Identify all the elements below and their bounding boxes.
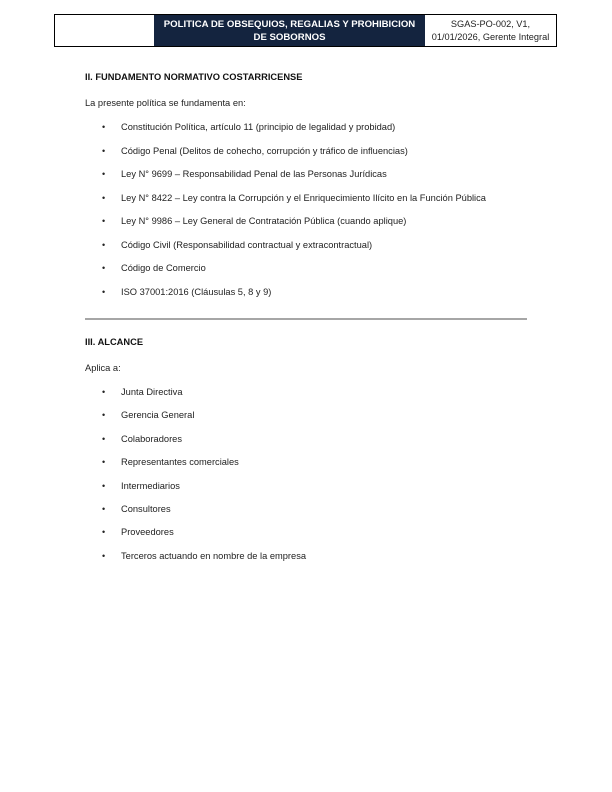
bullet-icon: • — [102, 122, 106, 132]
list-item: • Junta Directiva — [102, 387, 183, 397]
list-item: • Ley N° 9986 – Ley General de Contratación Pública (cuando aplique) — [102, 216, 407, 226]
bullet-icon: • — [102, 286, 106, 297]
list-item: • Consultores — [102, 503, 171, 514]
bullet-icon: • — [102, 192, 106, 203]
section-divider — [85, 318, 527, 320]
list-item: • Proveedores — [102, 527, 174, 538]
bullet-icon: • — [102, 145, 106, 156]
bullet-icon: • — [102, 503, 106, 514]
list-item: • Código Civil (Responsabilidad contractual y extracontractual) — [102, 239, 373, 250]
bullet-icon: • — [102, 550, 106, 561]
section-3-intro: Aplica a: — [85, 363, 121, 373]
list-item: • Código Penal (Delitos de cohecho, corrupción y tráfico de influencias) — [102, 145, 408, 156]
bullet-icon: • — [102, 239, 106, 250]
list-item: • Terceros actuando en nombre de la empresa — [102, 550, 307, 561]
list-item: • Código de Comercio — [102, 263, 206, 273]
header-logo-cell — [55, 15, 154, 46]
list-item: • Ley N° 9699 – Responsabilidad Penal de las Personas Jurídicas — [102, 169, 387, 179]
bullet-icon: • — [102, 263, 106, 273]
list-item: • Constitución Política, artículo 11 (principio de legalidad y probidad) — [102, 122, 396, 132]
section-3-list — [102, 387, 306, 574]
document-header — [54, 14, 557, 47]
bullet-icon: • — [102, 169, 106, 179]
bullet-icon: • — [102, 433, 106, 444]
bullet-icon: • — [102, 410, 106, 421]
section-3-heading: III. ALCANCE — [85, 337, 144, 347]
list-item: • Gerencia General — [102, 410, 195, 421]
list-item: • Colaboradores — [102, 433, 182, 444]
list-item: • Ley N° 8422 – Ley contra la Corrupción y el Enriquecimiento Ilícito en la Función Pública — [102, 192, 486, 203]
list-item: • ISO 37001:2016 (Cláusulas 5, 8 y 9) — [102, 286, 272, 297]
bullet-icon: • — [102, 480, 106, 491]
section-2-intro: La presente política se fundamenta en: — [85, 98, 246, 108]
document-title: POLITICA DE OBSEQUIOS, REGALIAS Y PROHIBICION DE SOBORNOS — [154, 15, 425, 46]
list-item: • Intermediarios — [102, 480, 180, 491]
bullet-icon: • — [102, 527, 106, 538]
section-2-list — [102, 122, 486, 310]
bullet-icon: • — [102, 387, 106, 397]
section-2-heading: II. FUNDAMENTO NORMATIVO COSTARRICENSE — [85, 72, 303, 82]
list-item: • Representantes comerciales — [102, 457, 239, 468]
bullet-icon: • — [102, 457, 106, 468]
bullet-icon: • — [102, 216, 106, 226]
document-code: SGAS-PO-002, V1, 01/01/2026, Gerente Integral — [425, 15, 556, 46]
